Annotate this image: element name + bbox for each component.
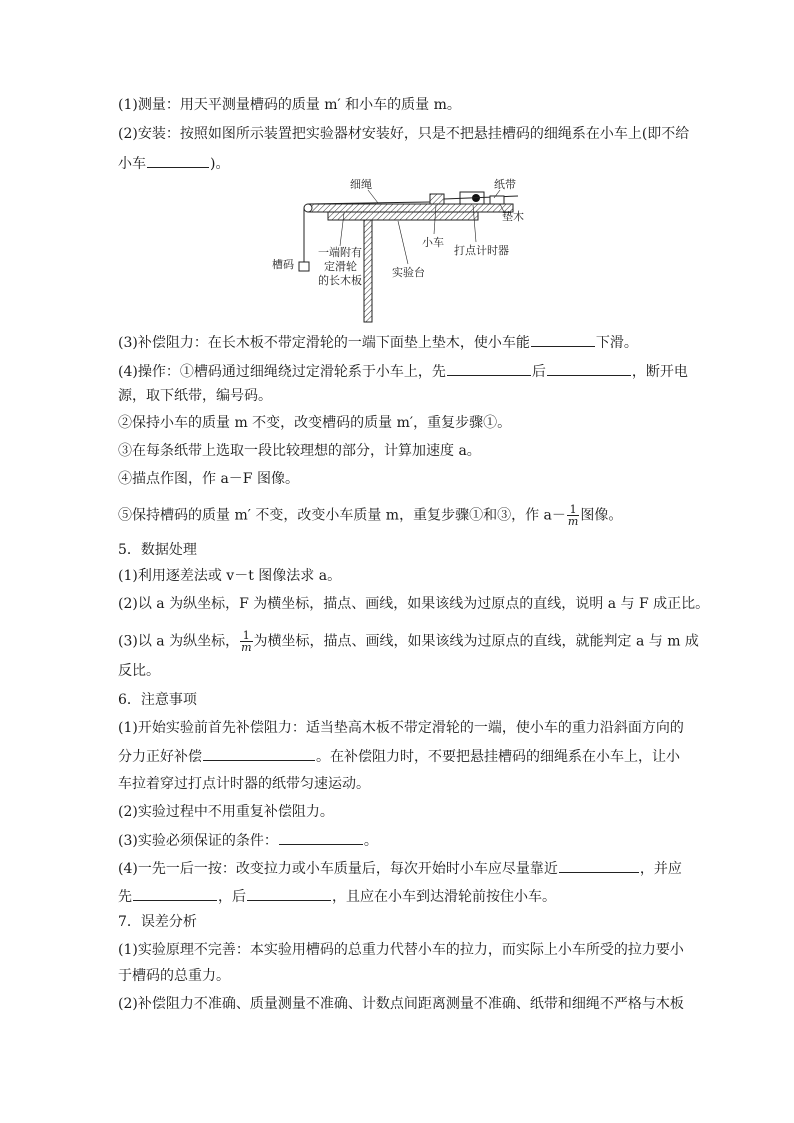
fill-blank [203,746,315,761]
error-1: (1)实验原理不完善：本实验用槽码的总重力代替小车的拉力，而实际上小车所受的拉力要小 [118,942,684,958]
text: )。 [210,156,230,172]
fraction-denominator: m [241,641,252,654]
label-table: 实验台 [392,266,425,279]
long-board [308,204,513,212]
text: (3)以 a 为纵坐标， [118,633,240,650]
fill-blank [531,332,595,347]
pad-block [490,196,504,204]
fill-blank [279,830,363,845]
text: 后 [531,364,546,380]
step-install-cont [118,153,229,174]
text: 先 [118,889,132,905]
label-tape: 纸带 [494,178,516,191]
experiment-diagram [268,176,538,326]
section-data: 5．数据处理 [118,542,197,558]
data-3-cont: 反比。 [118,663,160,679]
fraction [240,630,252,653]
step-compensate [118,332,638,353]
fill-blank [133,886,217,901]
step-5 [118,504,622,527]
text: (3)实验必须保证的条件： [118,833,278,849]
text: 下滑。 [595,335,638,351]
step-2: ②保持小车的质量 m 不变，改变槽码的质量 m′，重复步骤①。 [118,415,512,431]
note-3 [118,830,378,851]
fraction [567,504,579,527]
note-1-end: 车拉着穿过打点计时器的纸带匀速运动。 [118,776,370,792]
text: 。 [363,833,378,849]
data-2: (2)以 a 为纵坐标，F 为横坐标，描点、画线，如果该线为过原点的直线，说明 a 与 F 成正比。 [118,596,710,612]
text: ，并应 [639,861,682,877]
label-rope: 细绳 [350,178,372,191]
label-cart: 小车 [422,236,444,249]
text: ⑤保持槽码的质量 m′ 不变，改变小车质量 m，重复步骤①和③，作 a－ [118,507,566,524]
error-2: (2)补偿阻力不准确、质量测量不准确、计数点间距离测量不准确、纸带和细绳不严格与木板 [118,996,684,1012]
text: 为横坐标，描点、画线，如果该线为过原点的直线，就能判定 a 与 m 成 [253,633,699,650]
label-timer: 打点计时器 [454,244,509,257]
step-operate [118,361,688,382]
step-install: (2)安装：按照如图所示装置把实验器材安装好，只是不把悬挂槽码的细绳系在小车上(即不给 [118,126,690,142]
text: (4)操作：①槽码通过细绳绕过定滑轮系于小车上，先 [118,364,446,380]
label-weight: 槽码 [272,258,294,271]
step-measure: (1)测量：用天平测量槽码的质量 m′ 和小车的质量 m。 [118,97,461,113]
step-operate-cont: 源，取下纸带，编号码。 [118,388,272,404]
fraction-denominator: m [567,515,579,528]
step-4: ④描点作图，作 a－F 图像。 [118,471,299,487]
section-error: 7．误差分析 [118,914,197,930]
text: 图像。 [580,507,623,524]
fill-blank [147,153,209,168]
fill-blank [559,858,639,873]
text: ，且应在小车到达滑轮前按住小车。 [332,889,556,905]
section-notes: 6．注意事项 [118,692,197,708]
table-top [328,212,478,220]
text: ，后 [218,889,246,905]
pulley [304,204,312,212]
text: ，断开电 [631,364,688,380]
step-3: ③在每条纸带上选取一段比较理想的部分，计算加速度 a。 [118,443,481,459]
note-1-cont [118,746,680,767]
label-pad: 垫木 [502,210,524,223]
fill-blank [447,361,531,376]
label-board-3: 的长木板 [318,274,362,287]
text: 。在补偿阻力时，不要把悬挂槽码的细绳系在小车上，让小 [316,749,680,765]
data-1: (1)利用逐差法或 v－t 图像法求 a。 [118,568,342,584]
data-3 [118,630,699,653]
note-4-cont [118,886,556,907]
note-4 [118,858,682,879]
text: (3)补偿阻力：在长木板不带定滑轮的一端下面垫上垫木，使小车能 [118,335,530,351]
fraction-numerator: 1 [567,504,579,516]
fraction-numerator: 1 [240,630,252,642]
text: 分力正好补偿 [118,749,202,765]
label-board-1: 一端附有 [318,246,362,259]
fill-blank [247,886,331,901]
note-2: (2)实验过程中不用重复补偿阻力。 [118,804,334,820]
note-1: (1)开始实验前首先补偿阻力：适当垫高木板不带定滑轮的一端，使小车的重力沿斜面方向的 [118,720,684,736]
weight-block [299,262,309,271]
fill-blank [547,361,631,376]
table-leg [364,220,372,322]
error-1-cont: 于槽码的总重力。 [118,968,230,984]
label-board-2: 定滑轮 [324,260,357,273]
cart [430,194,444,204]
text: (4)一先一后一按：改变拉力或小车质量后，每次开始时小车应尽量靠近 [118,861,558,877]
text: 小车 [118,156,146,172]
